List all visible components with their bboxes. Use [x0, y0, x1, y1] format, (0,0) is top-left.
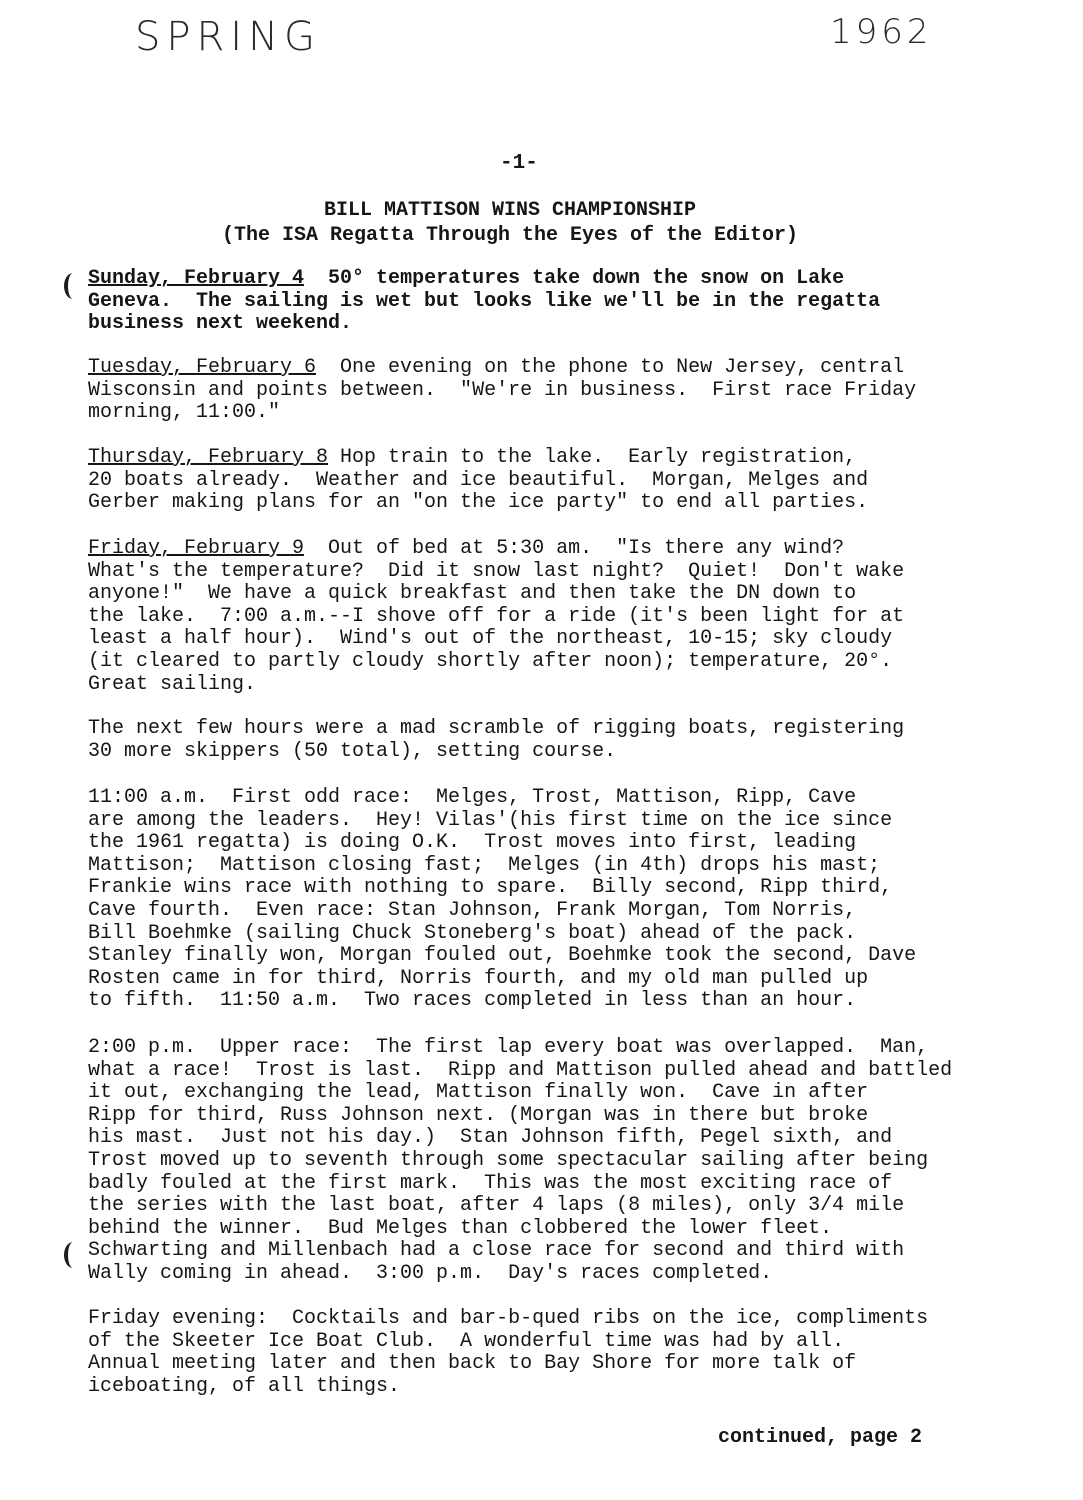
entry-thursday — [88, 447, 1048, 515]
entry-tuesday — [88, 357, 1048, 425]
paragraph-next-hours — [88, 718, 1048, 763]
binder-mark — [64, 1242, 82, 1268]
handwritten-year: 1962 — [830, 12, 933, 52]
entry-sunday — [88, 268, 1048, 336]
binder-mark — [64, 273, 82, 299]
title-main: BILL MATTISON WINS CHAMPIONSHIP — [323, 199, 697, 222]
entry-text: 2:00 p.m. Upper race: The first lap every boat was overlapped. Man, what a race! Trost is last. Ripp and Mattison pulled ahead and battled it out, exchanging the lead, Mattison finally won. Cave in after Ripp for third, Russ Johnson next. (Morgan was in there but broke his mast. Just not his day.) Stan Johnson fifth, Pegel sixth, and Trost moved up to seventh through some spectacular sailing after being badly fouled at the first mark. This was the most exciting race of the series with the last boat, after 4 laps (8 miles), only 3/4 mile behind the winner. Bud Melges than clobbered the lower fleet. Schwarting and Millenbach had a close race for second and third with Wally coming in ahead. 3:00 p.m. Day's races completed. — [88, 1036, 953, 1285]
entry-text: One evening on the phone to New Jersey, central Wisconsin and points between. "We're in business. First race Friday morning, 11:00." — [88, 356, 917, 425]
entry-text: Out of bed at 5:30 am. "Is there any wind? What's the temperature? Did it snow last night? Quiet! Don't wake anyone!" We have a quick breakfast and then take the DN down to the lake. 7:00 a.m.--I shove off for a ride (it's been light for at least a half hour). Wind's out of the northeast, 10-15; sky cloudy (it cleared to partly cloudy shortly after noon); temperature, 20°. Great sailing. — [88, 537, 905, 696]
entry-text: Hop train to the lake. Early registration, 20 boats already. Weather and ice beautiful. Morgan, Melges and Gerber making plans for an "on the ice party" to end all parties. — [88, 446, 869, 515]
entry-date: Tuesday, February 6 — [88, 356, 317, 379]
paragraph-afternoon-races — [88, 1037, 1048, 1286]
entry-date: Friday, February 9 — [88, 537, 305, 560]
handwritten-season: SPRING — [135, 14, 322, 60]
page-number: -1- — [500, 152, 538, 175]
entry-text: Friday evening: Cocktails and bar-b-qued ribs on the ice, compliments of the Skeeter Ice Boat Club. A wonderful time was had by all. Annual meeting later and then back to Bay Shore for more talk of iceboating, of all things. — [88, 1307, 929, 1398]
entry-date: Thursday, February 8 — [88, 446, 329, 469]
article-title — [180, 198, 840, 248]
entry-date: Sunday, February 4 — [88, 267, 305, 290]
entry-text: 11:00 a.m. First odd race: Melges, Trost, Mattison, Ripp, Cave are among the leaders. Hey! Vilas'(his first time on the ice since the 1961 regatta) is doing O.K. Trost moves into first, leading Mattison; Mattison closing fast; Melges (in 4th) drops his mast; Frankie wins race with nothing to spare. Billy second, Ripp third, Cave fourth. Even race: Stan Johnson, Frank Morgan, Tom Norris, Bill Boehmke (sailing Chuck Stoneberg's boat) ahead of the pack. Stanley finally won, Morgan fouled out, Boehmke took the second, Dave Rosten came in for third, Norris fourth, and my old man pulled up to fifth. 11:50 a.m. Two races completed in less than an hour. — [88, 786, 917, 1013]
title-subtitle: (The ISA Regatta Through the Eyes of the Editor) — [221, 224, 799, 247]
entry-text: 50° temperatures take down the snow on Lake Geneva. The sailing is wet but looks like we'll be in the regatta business next weekend. — [88, 267, 881, 336]
entry-text: The next few hours were a mad scramble of rigging boats, registering 30 more skippers (50 total), setting course. — [88, 717, 905, 763]
paragraph-friday-evening — [88, 1308, 1048, 1398]
paragraph-morning-races — [88, 787, 1048, 1013]
continued-note: continued, page 2 — [718, 1426, 923, 1449]
entry-friday — [88, 538, 1048, 696]
